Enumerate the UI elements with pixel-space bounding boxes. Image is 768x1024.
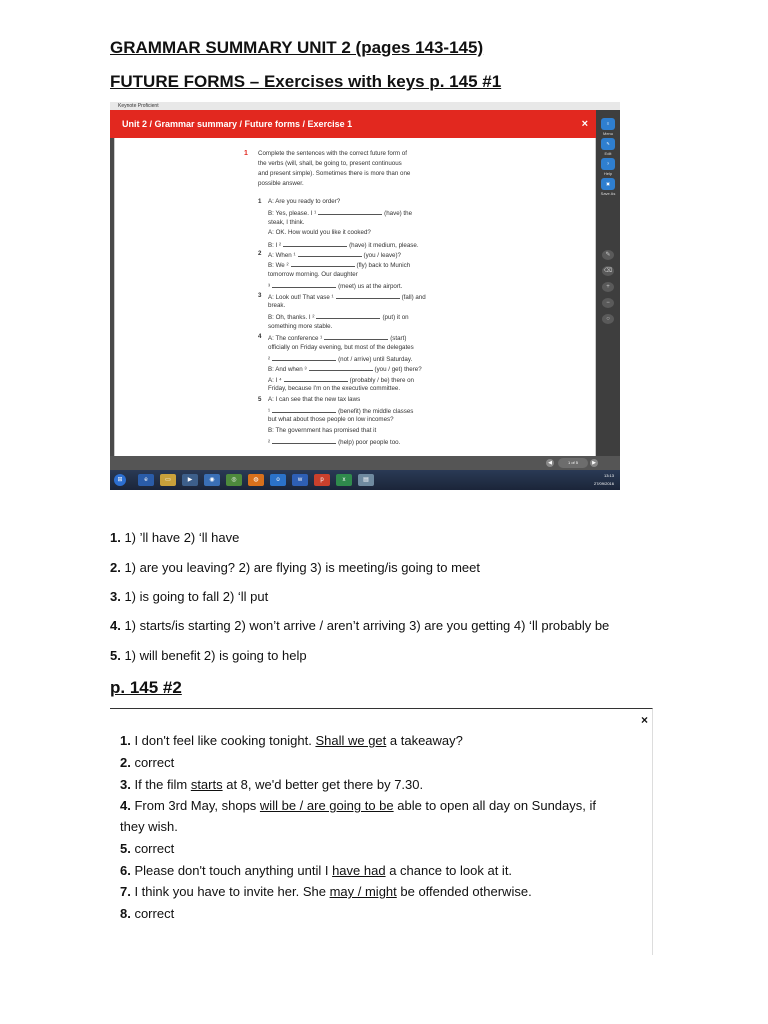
answer-blank[interactable] (324, 333, 388, 340)
exercise-line-text: B: The government has promised that it (268, 426, 377, 434)
exercise-line (268, 406, 413, 416)
exercise-line-text: officially on Friday evening, but most of the delegates (268, 343, 414, 351)
exercise-line-text: A: I ⁴ (268, 376, 282, 384)
start-icon[interactable]: ⊞ (114, 474, 126, 486)
exercise-line-text: B: Yes, please. I ¹ (268, 210, 317, 218)
eraser-icon[interactable]: ⌫ (603, 268, 613, 274)
verb-prompt: (put) it on (382, 314, 409, 322)
clock-date: 27/09/2016 (593, 481, 614, 486)
verb-prompt: (you / get) there? (374, 366, 422, 374)
exercise-line-text: B: I ² (268, 241, 282, 249)
exercise-item-number: 2 (258, 250, 262, 257)
answer-blank[interactable] (316, 312, 380, 319)
exercise-line (268, 271, 358, 279)
menu-label: Menu (602, 131, 613, 136)
exercise-line (268, 364, 422, 374)
answer-blank[interactable] (272, 406, 336, 413)
answer-item: 4. From 3rd May, shops will be / are going to be able to open all day on Sundays, if (120, 798, 596, 813)
exercise-line (268, 416, 394, 424)
save-label: Save As (600, 191, 616, 196)
exercise-number: 1 (244, 150, 248, 157)
exercise-line (268, 198, 340, 206)
page-indicator: 1 of 5 (558, 458, 588, 468)
verb-prompt: (start) (390, 335, 407, 343)
outlook-icon[interactable]: o (270, 474, 286, 486)
folder-icon[interactable]: ▭ (160, 474, 176, 486)
close-icon[interactable]: × (640, 713, 648, 727)
answer-item: 2. correct (120, 755, 175, 770)
answer-blank[interactable] (272, 437, 336, 444)
app-sidebar (596, 110, 620, 462)
instruction-line: possible answer. (258, 180, 304, 187)
answer-item: 5. correct (120, 841, 175, 856)
exercise-line (268, 354, 412, 364)
pen-icon[interactable]: ✎ (602, 250, 614, 260)
key-item: 3. 1) is going to fall 2) ‘ll put (110, 589, 269, 604)
exercise-line (268, 302, 285, 310)
exercise-line-text: steak, I think. (268, 218, 305, 226)
answer-blank[interactable] (318, 208, 382, 215)
zoom-out-icon[interactable]: − (602, 298, 614, 308)
verb-prompt: (help) poor people too. (338, 439, 401, 447)
exercise-line (268, 323, 332, 331)
clock-time: 13:13 (603, 473, 614, 478)
exercise-line-text: ³ (268, 283, 271, 291)
exercise-line-text: B: We ² (268, 262, 289, 270)
answer-blank[interactable] (336, 292, 400, 299)
exercise-line (268, 208, 412, 218)
edit-icon[interactable]: ✎ (601, 138, 615, 150)
answer-blank[interactable] (284, 375, 348, 382)
answer-blank[interactable] (283, 240, 347, 247)
next-page-icon[interactable]: ▶ (590, 459, 598, 467)
exercise-line-text: Friday, because I'm on the executive committee. (268, 385, 401, 393)
exercise-line (268, 396, 360, 404)
exercise-line (268, 333, 406, 343)
exercise-item-number: 1 (258, 198, 262, 205)
exercise-line-text: break. (268, 302, 286, 309)
exercise-item-number: 3 (258, 291, 262, 299)
firefox-icon[interactable]: ◍ (248, 474, 264, 486)
verb-prompt: (meet) us at the airport. (338, 283, 403, 291)
zoom-in-icon[interactable]: + (602, 282, 614, 292)
chrome-icon[interactable]: ◎ (226, 474, 242, 486)
app-header-title: Unit 2 / Grammar summary / Future forms / Exercise 1 (122, 119, 353, 129)
instruction-line: the verbs (will, shall, be going to, present continuous (258, 160, 402, 167)
answer-item: 1. I don't feel like cooking tonight. Shall we get a takeaway? (120, 733, 463, 748)
exercise-line (268, 344, 414, 352)
instruction-line: Complete the sentences with the correct future form of (258, 150, 407, 157)
exercise-line-text: A: OK. How would you like it cooked? (268, 229, 371, 237)
exercise-line-text: B: And when ³ (268, 366, 307, 374)
exercise-line-text: B: Oh, thanks. I ² (268, 314, 315, 322)
exercise-item-number: 5 (258, 395, 262, 403)
exercise-line-text: A: Are you ready to order? (268, 198, 341, 205)
exercise-line (268, 385, 400, 393)
save-icon[interactable]: ▣ (601, 178, 615, 190)
exercise-line (268, 260, 410, 270)
exercise-screenshot (110, 102, 620, 490)
verb-prompt: (have) it medium, please. (349, 241, 419, 249)
exercise-item-number: 4 (258, 333, 262, 341)
verb-prompt: (benefit) the middle classes (338, 408, 414, 415)
instruction-line: and present simple). Sometimes there is more than one (258, 170, 411, 177)
exercise-line-text: ² (268, 439, 271, 447)
verb-prompt: (probably / be) there on (349, 376, 414, 384)
close-icon[interactable]: × (581, 118, 588, 130)
key-item: 5. 1) will benefit 2) is going to help (110, 648, 307, 663)
window-titlebar: Keynote Proficient (110, 102, 620, 110)
answer-item: 6. Please don't touch anything until I have had a chance to look at it. (120, 863, 513, 878)
answer-blank[interactable] (309, 364, 373, 371)
answer-blank[interactable] (298, 250, 362, 257)
excel-icon[interactable]: x (336, 474, 352, 486)
answer-blank[interactable] (291, 260, 355, 267)
exercise-line-text: something more stable. (268, 322, 333, 330)
heading-grammar-summary: GRAMMAR SUMMARY UNIT 2 (pages 143-145) (110, 38, 484, 57)
verb-prompt: (fall) and (401, 293, 426, 301)
photo-icon[interactable]: ◉ (204, 474, 220, 486)
exercise-line-text: ² (268, 356, 271, 363)
exercise-line (268, 281, 402, 291)
exercise-line (268, 219, 304, 227)
exercise-line (268, 312, 409, 322)
app-bottombar (110, 456, 620, 470)
reset-icon[interactable]: ○ (602, 314, 614, 324)
exercise-line-text: A: The conference ¹ (268, 335, 323, 343)
key-item: 1. 1) ’ll have 2) ‘ll have (110, 530, 240, 545)
exercise-line-text: but what about those people on low incomes? (268, 416, 394, 424)
exercise-line (268, 292, 426, 302)
exercise-line (268, 437, 400, 447)
answer-blank[interactable] (272, 354, 336, 361)
exercise-line-text: A: I can see that the new tax laws (268, 395, 361, 403)
key-item: 2. 1) are you leaving? 2) are flying 3) is meeting/is going to meet (110, 560, 480, 575)
taskbar-clock (594, 472, 614, 488)
exercise-line (268, 229, 371, 237)
exercise-line-text: tomorrow morning. Our daughter (268, 270, 358, 278)
windows-taskbar (110, 470, 620, 490)
media-icon[interactable]: ▶ (182, 474, 198, 486)
answers-panel (110, 708, 653, 955)
ie-icon[interactable]: e (138, 474, 154, 486)
answer-blank[interactable] (272, 281, 336, 288)
answer-item: 3. If the film starts at 8, we'd better get there by 7.30. (120, 777, 424, 792)
answer-item: 8. correct (120, 906, 175, 921)
powerpoint-icon[interactable]: p (314, 474, 330, 486)
help-icon[interactable]: ? (601, 158, 615, 170)
prev-page-icon[interactable]: ◀ (546, 459, 554, 467)
verb-prompt: (have) the (384, 210, 413, 218)
exercise-line (268, 240, 419, 250)
help-label: Help (603, 171, 613, 176)
app-icon[interactable]: ▤ (358, 474, 374, 486)
answer-item: 7. I think you have to invite her. She may / might be offended otherwise. (120, 884, 532, 899)
exercise-line-text: A: When ¹ (268, 252, 296, 259)
menu-icon[interactable]: ≡ (601, 118, 615, 130)
app-header (110, 110, 596, 138)
exercise-line (268, 427, 376, 435)
verb-prompt: (you / leave)? (363, 252, 402, 259)
key-item: 4. 1) starts/is starting 2) won’t arrive / aren’t arriving 3) are you getting 4) ‘ll probably be (110, 618, 610, 633)
verb-prompt: (fly) back to Munich (356, 262, 411, 270)
heading-p145-2: p. 145 #2 (110, 678, 182, 697)
exercise-line (268, 375, 414, 385)
exercise-line-text: A: Look out! That vase ¹ (268, 293, 334, 301)
word-icon[interactable]: w (292, 474, 308, 486)
heading-future-forms: FUTURE FORMS – Exercises with keys p. 145 #1 (110, 72, 502, 91)
exercise-line (268, 250, 401, 260)
verb-prompt: (not / arrive) until Saturday. (338, 356, 413, 363)
edit-label: Edit (604, 151, 612, 156)
answer-item-continued: they wish. (120, 819, 178, 834)
exercise-line-text: ¹ (268, 408, 271, 415)
